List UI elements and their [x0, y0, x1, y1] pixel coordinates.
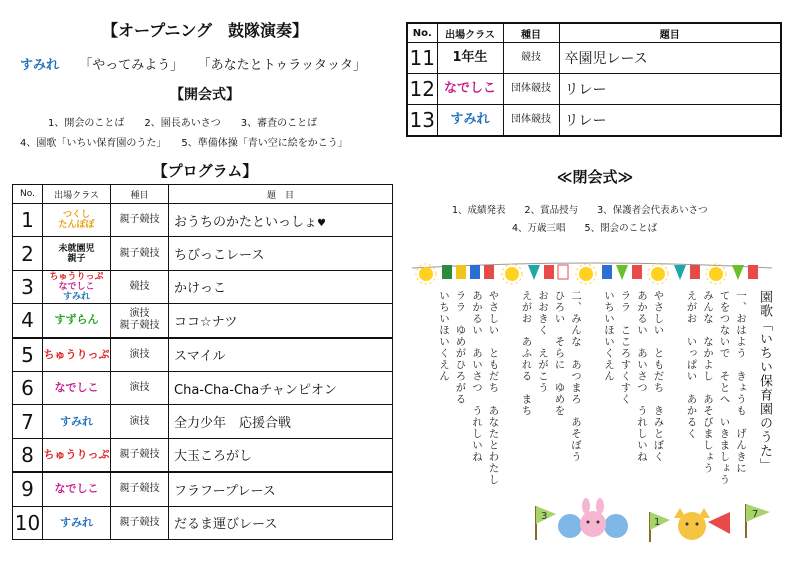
title-text: 全力少年 応援合戦	[174, 416, 292, 432]
class-name-line: ちゅうりっぷ	[43, 447, 110, 461]
program-row-no: 9	[13, 472, 43, 506]
program-row-category	[111, 405, 169, 438]
flag-icon	[690, 265, 700, 279]
program-row-class	[43, 270, 111, 303]
sun-icon	[706, 264, 726, 284]
header-cat: 種目	[111, 185, 169, 204]
flag-7-icon	[746, 504, 770, 538]
song-line: ララ ゆめがひろがる	[454, 290, 467, 405]
ceremony-close-heading: ≪閉会式≫	[556, 168, 634, 186]
class-name-line: すずらん	[54, 313, 99, 327]
flag-icon	[632, 265, 642, 279]
program-row-category	[111, 506, 169, 539]
category-line: 親子競技	[119, 320, 160, 332]
class-name-line: 未就園児	[58, 243, 95, 254]
title-text: ココ☆ナツ	[174, 314, 238, 330]
category-line: 親子競技	[119, 448, 160, 460]
program-right-row	[407, 74, 781, 105]
flag-number: 1	[654, 517, 661, 528]
flag-icon	[544, 265, 554, 279]
program-row	[13, 338, 393, 372]
program-row-class	[43, 204, 111, 237]
song-line: みんな なかよし あそびましょう	[702, 290, 714, 474]
bunting-decoration	[412, 262, 772, 292]
category-line: 演技	[129, 348, 150, 360]
category-line: 親子競技	[119, 516, 160, 528]
class-name-line: ちゅうりっぷ	[43, 347, 110, 361]
song-line: えがお あふれる まち	[520, 290, 533, 417]
right-row-no: 12	[407, 74, 437, 105]
title-text: スマイル	[174, 349, 226, 365]
song-line: 一、おはよう きょうも げんきに	[735, 290, 747, 474]
cheer-decoration	[530, 498, 780, 544]
class-name-line: つくし	[62, 210, 90, 221]
right-row-category: 団体競技	[503, 74, 559, 105]
program-row-class	[43, 438, 111, 472]
opening-song-1: 「やってみよう」	[79, 58, 184, 73]
category-line: 親子競技	[119, 483, 160, 495]
flag-icon	[456, 265, 466, 279]
category-line: 競技	[129, 280, 150, 292]
program-row-no: 1	[13, 204, 43, 237]
opening-songs	[20, 54, 400, 73]
ceremony-open-line-2: 4、園歌「いちい保育園のうた」 5、準備体操「青い空に絵をかこう」	[20, 138, 348, 149]
program-row	[13, 438, 393, 472]
program-row-no: 5	[13, 338, 43, 372]
class-name-line: ちゅうりっぷ	[49, 271, 104, 282]
ceremony-open-heading: 【開会式】	[170, 87, 240, 103]
right-header-class: 出場クラス	[437, 23, 503, 43]
pennant-icon	[732, 265, 744, 280]
song-line: 二、みんな あつまろ あそぼう	[570, 290, 582, 463]
program-row-category	[111, 472, 169, 506]
class-name-line: すみれ	[62, 291, 90, 302]
flag-number: 3	[541, 511, 548, 522]
title-text: おうちのかたといっしょ	[174, 214, 318, 230]
program-table-header	[13, 185, 393, 204]
right-header-title: 題目	[559, 23, 781, 43]
right-row-class: 1年生	[437, 43, 503, 74]
program-row-no: 6	[13, 371, 43, 404]
program-row-category	[111, 270, 169, 303]
sun-icon	[576, 264, 596, 284]
program-row-title	[169, 438, 393, 472]
program-row-title	[169, 506, 393, 539]
flag-number: 7	[752, 509, 759, 520]
program-right-row	[407, 105, 781, 137]
song-line: おおきく えがこう	[537, 290, 549, 394]
flag-icon	[484, 265, 494, 279]
class-name-line: なでしこ	[58, 281, 95, 292]
flag-icon	[558, 265, 568, 279]
class-name-line: たんぽぽ	[58, 220, 95, 231]
program-row	[13, 472, 393, 506]
header-class: 出場クラス	[43, 185, 111, 204]
program-row	[13, 506, 393, 539]
sun-icon	[648, 264, 668, 284]
program-row-title	[169, 237, 393, 270]
flag-3-icon	[536, 506, 556, 540]
program-row-no: 7	[13, 405, 43, 438]
title-text: だるま運びレース	[174, 517, 278, 533]
program-row-class	[43, 405, 111, 438]
flag-1-icon	[650, 512, 670, 542]
song-line: ひろい そらに ゆめを	[553, 290, 566, 417]
right-row-category: 団体競技	[503, 105, 559, 137]
program-row	[13, 270, 393, 303]
song-line: てをつないで そとへ いきましょう	[718, 290, 731, 486]
flag-icon	[470, 265, 480, 279]
heart-icon: ♥	[317, 217, 326, 229]
program-row-class	[43, 506, 111, 539]
ceremony-close-line-2: 4、万歳三唱 5、閉会のことば	[512, 223, 658, 234]
class-name-line: すみれ	[60, 515, 93, 529]
program-row-no: 2	[13, 237, 43, 270]
program-row-title	[169, 304, 393, 338]
right-row-no: 11	[407, 43, 437, 74]
ceremony-close-line-1: 1、成績発表 2、賞品授与 3、保護者会代表あいさつ	[452, 205, 708, 216]
song-line: ララ こころすくすく	[619, 290, 632, 405]
title-text: Cha-Cha-Chaチャンピオン	[174, 382, 337, 398]
program-row-title	[169, 270, 393, 303]
right-row-title: リレー	[559, 74, 781, 105]
header-no: No.	[13, 185, 43, 204]
program-row-title	[169, 204, 393, 237]
program-heading: 【プログラム】	[152, 162, 258, 180]
sun-icon	[502, 264, 522, 284]
program-row-title	[169, 371, 393, 404]
song-line: やさしい ともだち きみとぼく	[652, 290, 665, 463]
header-title: 題 目	[169, 185, 393, 204]
title-text: 大玉ころがし	[174, 449, 253, 465]
opening-song-2: 「あなたとトゥラッタッタ」	[197, 58, 367, 73]
flag-icon	[602, 265, 612, 279]
program-row-category	[111, 237, 169, 270]
right-row-class: すみれ	[437, 105, 503, 137]
program-row-category	[111, 371, 169, 404]
program-row-class	[43, 338, 111, 372]
right-row-title: リレー	[559, 105, 781, 137]
right-header-cat: 種目	[503, 23, 559, 43]
title-text: かけっこ	[174, 281, 227, 297]
program-row-category	[111, 438, 169, 472]
rabbit-icon	[580, 498, 606, 537]
cat-icon	[674, 508, 710, 540]
program-row-title	[169, 338, 393, 372]
program-row-class	[43, 237, 111, 270]
program-row-category	[111, 304, 169, 338]
program-row-title	[169, 405, 393, 438]
category-line: 親子競技	[119, 214, 160, 226]
program-row	[13, 304, 393, 338]
class-name-line: なでしこ	[54, 482, 99, 496]
program-row-no: 10	[13, 506, 43, 539]
song-line: いちいほいくえん	[603, 290, 615, 382]
program-row-category	[111, 338, 169, 372]
right-row-title: 卒園児レース	[559, 43, 781, 74]
program-table-right	[406, 22, 782, 137]
opening-heading: 【オープニング 鼓隊演奏】	[101, 21, 309, 40]
program-row	[13, 405, 393, 438]
right-row-category: 競技	[503, 43, 559, 74]
program-row-class	[43, 371, 111, 404]
title-text: ちびっこレース	[174, 248, 265, 264]
program-row-no: 4	[13, 304, 43, 338]
right-row-class: なでしこ	[437, 74, 503, 105]
opening-class: すみれ	[20, 58, 60, 73]
song-line: あかるい あいさつ うれしいね	[471, 290, 483, 463]
category-line: 演技	[129, 308, 150, 320]
program-row-no: 3	[13, 270, 43, 303]
title-text: フラフープレース	[174, 483, 276, 499]
pennant-icon	[616, 265, 628, 280]
program-row	[13, 237, 393, 270]
class-name-line: 親子	[67, 253, 86, 264]
program-row-category	[111, 204, 169, 237]
song-title: 園歌「いちい保育園のうた」	[757, 290, 772, 472]
category-line: 演技	[129, 415, 150, 427]
program-row-no: 8	[13, 438, 43, 472]
ceremony-open-line-1: 1、開会のことば 2、園長あいさつ 3、審査のことば	[48, 118, 318, 129]
program-table	[12, 184, 393, 540]
pennant-icon	[674, 265, 686, 280]
program-row	[13, 204, 393, 237]
program-row	[13, 371, 393, 404]
megaphone-icon	[708, 512, 730, 534]
program-row-class	[43, 304, 111, 338]
program-row-class	[43, 472, 111, 506]
right-header-no: No.	[407, 23, 437, 43]
class-name-line: なでしこ	[54, 381, 99, 395]
flag-icon	[748, 265, 758, 279]
song-line: えがお いっぱい あかるく	[685, 290, 698, 440]
right-row-no: 13	[407, 105, 437, 137]
song-line: あかるい あいさつ うれしいね	[636, 290, 648, 463]
category-line: 演技	[129, 382, 150, 394]
song-line: いちいほいくえん	[438, 290, 450, 382]
program-row-title	[169, 472, 393, 506]
category-line: 親子競技	[119, 247, 160, 259]
class-name-line: すみれ	[60, 414, 93, 428]
flag-icon	[442, 265, 452, 279]
song-line: やさしい ともだち あなたとわたし	[487, 290, 500, 486]
pennant-icon	[528, 265, 540, 280]
program-right-row	[407, 43, 781, 74]
program-table-right-header	[407, 23, 781, 43]
